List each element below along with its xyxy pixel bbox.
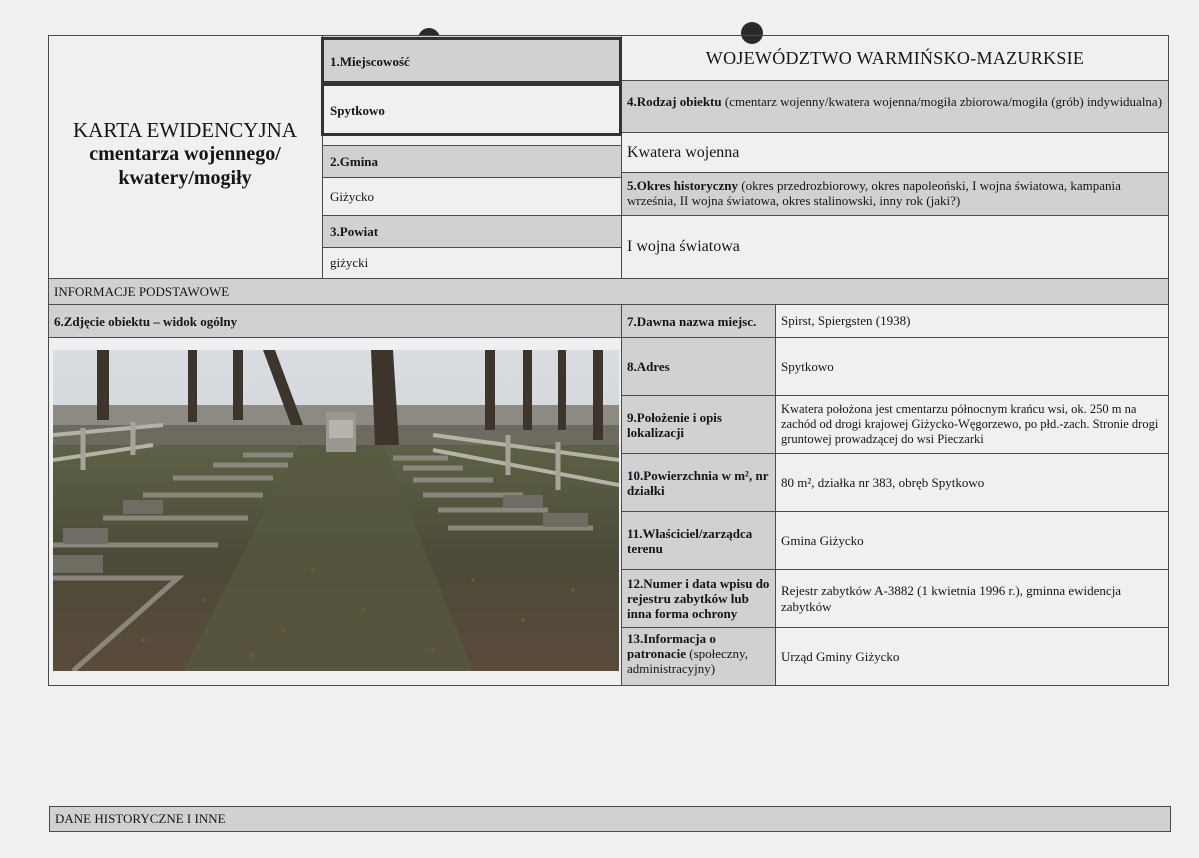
section-historical: DANE HISTORYCZNE I INNE [55, 811, 226, 826]
field-3-label: 3.Powiat [330, 224, 379, 239]
detail-13-value: Urząd Gminy Giżycko [781, 648, 900, 664]
field-4-label: 4.Rodzaj obiektu (cmentarz wojenny/kwatera wojenna/mogiła zbiorowa/mogiła (grób) indywidualna) [627, 94, 1163, 109]
detail-8-value: Spytkowo [781, 358, 834, 374]
detail-8-label: 8.Adres [627, 359, 670, 374]
detail-7-label: 7.Dawna nazwa miejsc. [627, 313, 757, 329]
detail-9-label: 9.Położenie i opis lokalizacji [627, 409, 722, 440]
field-5-label: 5.Okres historyczny (okres przedrozbiorowy, okres napoleoński, I wojna światowa, kampania września, II wojna światowa, okres stalinowski, inny rok (jaki?) [627, 178, 1121, 208]
card-title [48, 118, 322, 190]
detail-10-label: 10.Powierzchnia w m², nr działki [627, 467, 769, 498]
field-1-label: 1.Miejscowość [330, 53, 410, 69]
detail-7-value: Spirst, Spiergsten (1938) [781, 313, 911, 328]
photo-label: 6.Zdjęcie obiektu – widok ogólny [54, 313, 238, 329]
title-line-3: kwatery/mogiły [118, 167, 252, 189]
cemetery-photo [53, 350, 619, 671]
detail-12-label: 12.Numer i data wpisu do rejestru zabytków lub inna forma ochrony [627, 576, 770, 621]
detail-13-label: 13.Informacja o patronacie (społeczny, administracyjny) [627, 631, 748, 676]
field-2-label: 2.Gmina [330, 154, 379, 169]
field-4-value: Kwatera wojenna [627, 143, 740, 161]
field-1-value: Spytkowo [330, 102, 385, 118]
detail-12-value: Rejestr zabytków A-3882 (1 kwietnia 1996 r.), gminna ewidencja zabytków [781, 582, 1122, 614]
field-3-value: giżycki [330, 255, 369, 270]
detail-11-value: Gmina Giżycko [781, 532, 864, 548]
section-basic-info: INFORMACJE PODSTAWOWE [54, 283, 230, 299]
detail-11-label: 11.Właściciel/zarządca terenu [627, 525, 753, 556]
detail-9-value: Kwatera położona jest cmentarzu północnym krańcu wsi, ok. 250 m na zachód od drogi krajowej Giżycko-Węgorzewo, po płd.-zach. Stronie drogi gruntowej prowadzącej do wsi Pieczarki [781, 402, 1159, 446]
field-5-value: I wojna światowa [627, 238, 740, 255]
field-2-value: Giżycko [330, 188, 375, 204]
voivodeship-heading: WOJEWÓDZTWO WARMIŃSKO-MAZURKSIE [705, 47, 1085, 68]
title-line-2: cmentarza wojennego/ [89, 143, 281, 165]
title-line-1: KARTA EWIDENCYJNA [73, 118, 297, 142]
detail-10-value: 80 m², działka nr 383, obręb Spytkowo [781, 474, 985, 490]
